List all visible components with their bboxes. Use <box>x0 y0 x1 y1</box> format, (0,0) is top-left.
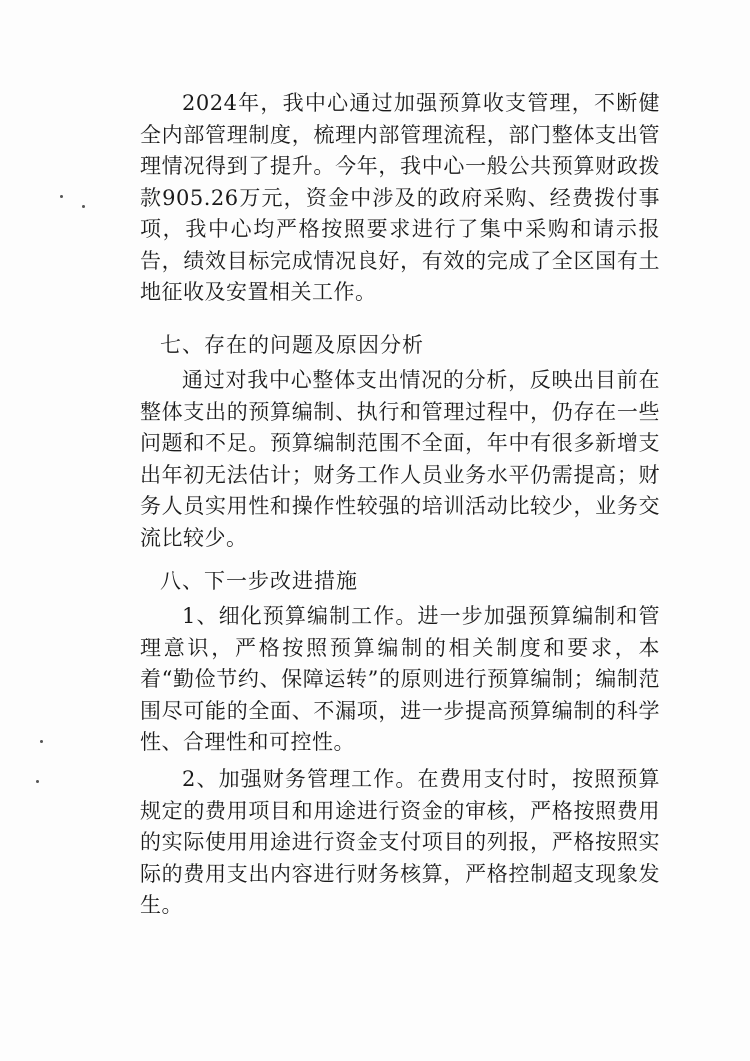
section-heading-problems: 七、存在的问题及原因分析 <box>160 333 424 357</box>
scan-speck <box>82 205 85 208</box>
scan-speck <box>40 740 43 743</box>
scan-speck <box>36 780 39 783</box>
paragraph-budget-summary: 2024年，我中心通过加强预算收支管理，不断健全内部管理制度，梳理内部管理流程，部门整体支出管理情况得到了提升。今年，我中心一般公共预算财政拨款905.26万元，资金中涉及的政府采购、经费拨付事项，我中心均严格按照要求进行了集中采购和请示报告，绩效目标完成情况良好，有效的完成了全区国有土地征收及安置相关工作。 <box>140 91 660 304</box>
section-heading-improvements: 八、下一步改进措施 <box>160 569 358 593</box>
paragraph-improvement-finance: 2、加强财务管理工作。在费用支付时，按照预算规定的费用项目和用途进行资金的审核，严格按照费用的实际使用用途进行资金支付项目的列报，严格按照实际的费用支出内容进行财务核算，严格控制超支现象发生。 <box>140 767 660 917</box>
paragraph-improvement-budgeting: 1、细化预算编制工作。进一步加强预算编制和管理意识，严格按照预算编制的相关制度和要求，本着“勤俭节约、保障运转”的原则进行预算编制；编制范围尽可能的全面、不漏项，进一步提高预算编制的科学性、合理性和可控性。 <box>140 604 660 754</box>
scan-speck <box>60 195 63 198</box>
paragraph-problems-analysis: 通过对我中心整体支出情况的分析，反映出目前在整体支出的预算编制、执行和管理过程中，仍存在一些问题和不足。预算编制范围不全面，年中有很多新增支出年初无法估计；财务工作人员业务水平仍需提高；财务人员实用性和操作性较强的培训活动比较少，业务交流比较少。 <box>140 368 660 550</box>
